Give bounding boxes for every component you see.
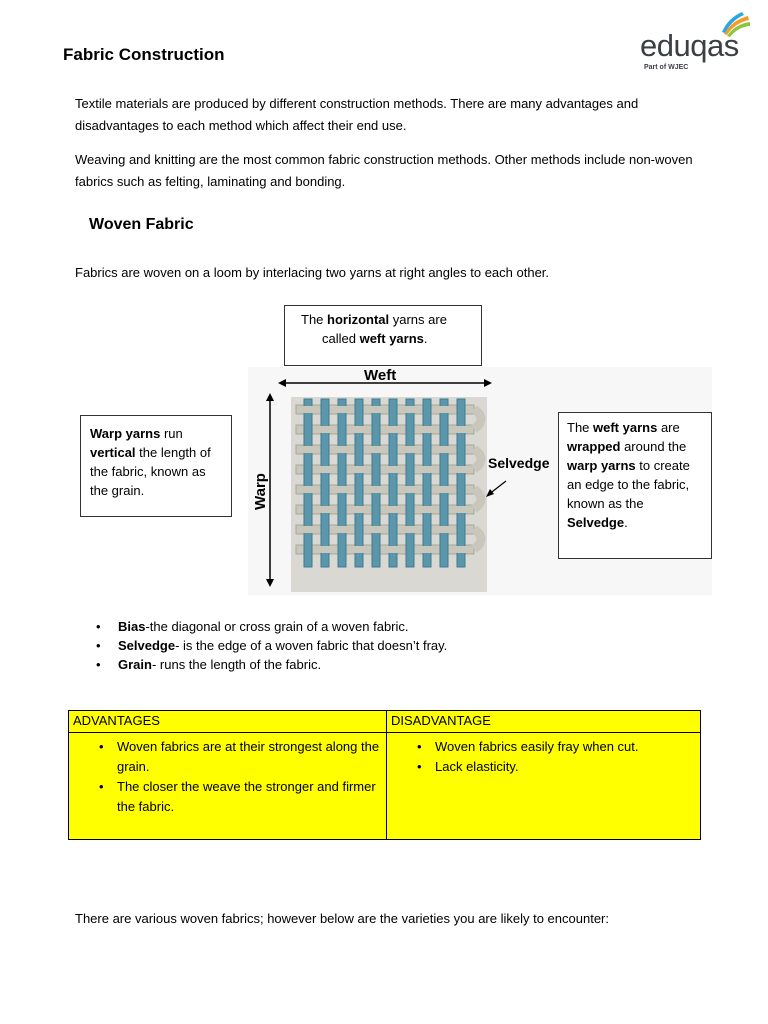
callout-text: The xyxy=(301,312,328,327)
callout-text: are xyxy=(657,420,680,435)
callout-selvedge xyxy=(558,412,712,559)
column-header-advantages: ADVANTAGES xyxy=(69,711,387,733)
callout-text: run xyxy=(160,426,183,441)
list-item: • The closer the weave the stronger and firmer the fabric. xyxy=(73,777,382,817)
term: Grain xyxy=(118,657,152,672)
table-row xyxy=(69,733,701,840)
selvedge-label: Selvedge xyxy=(488,455,550,471)
varieties-intro: There are various woven fabrics; however below are the varieties you are likely to encounter: xyxy=(75,911,609,926)
logo-wordmark: eduqas xyxy=(640,28,739,63)
callout-bold: warp yarns xyxy=(567,458,636,473)
callout-horizontal-yarns xyxy=(284,305,482,366)
intro-paragraph-2: Weaving and knitting are the most common fabric construction methods. Other methods include non-woven fabrics such as felting, laminating and bonding. xyxy=(75,152,693,189)
advantages-cell xyxy=(69,733,387,840)
callout-bold: vertical xyxy=(90,445,136,460)
callout-warp-yarns xyxy=(80,415,232,517)
eduqas-logo xyxy=(640,12,748,76)
logo-subtitle: Part of WJEC xyxy=(644,64,689,71)
callout-bold: Warp yarns xyxy=(90,426,161,441)
page-title: Fabric Construction xyxy=(63,45,225,64)
list-item xyxy=(96,636,447,655)
definitions-list xyxy=(96,617,447,674)
callout-bold: Selvedge xyxy=(567,515,625,530)
callout-text: the length of the fabric, known as the grain. xyxy=(90,445,211,498)
warp-label: Warp xyxy=(251,473,269,510)
definition: -the diagonal or cross grain of a woven fabric. xyxy=(145,619,409,634)
callout-bold: horizontal xyxy=(327,312,390,327)
list-item: • Lack elasticity. xyxy=(391,757,696,777)
callout-text: The xyxy=(567,420,594,435)
advantages-table xyxy=(68,710,701,840)
callout-bold: wrapped xyxy=(567,439,621,454)
term: Selvedge xyxy=(118,638,176,653)
term: Bias xyxy=(118,619,146,634)
callout-text: called xyxy=(322,331,360,346)
intro-paragraph-1: Textile materials are produced by different construction methods. There are many advantages and disadvantages to each method which affect their end use. xyxy=(75,96,639,133)
definition: - is the edge of a woven fabric that doesn’t fray. xyxy=(175,638,448,653)
callout-text: . xyxy=(423,331,428,346)
list-item: • Woven fabrics easily fray when cut. xyxy=(391,737,696,757)
list-item: • Woven fabrics are at their strongest along the grain. xyxy=(73,737,382,777)
disadvantages-cell xyxy=(387,733,701,840)
table-header-row xyxy=(69,711,701,733)
list-item xyxy=(96,655,447,674)
section-heading-woven: Woven Fabric xyxy=(89,216,194,233)
callout-text: yarns are xyxy=(389,312,447,327)
callout-bold: weft yarns xyxy=(359,331,424,346)
callout-text: . xyxy=(624,515,628,530)
woven-intro: Fabrics are woven on a loom by interlacing two yarns at right angles to each other. xyxy=(75,265,550,280)
callout-text: to create an edge to the fabric, known as the xyxy=(567,458,690,511)
definition: - runs the length of the fabric. xyxy=(151,657,322,672)
column-header-disadvantage: DISADVANTAGE xyxy=(387,711,701,733)
list-item xyxy=(96,617,447,636)
callout-text: around the xyxy=(620,439,687,454)
weft-label: Weft xyxy=(364,367,397,384)
callout-bold: weft yarns xyxy=(593,420,658,435)
